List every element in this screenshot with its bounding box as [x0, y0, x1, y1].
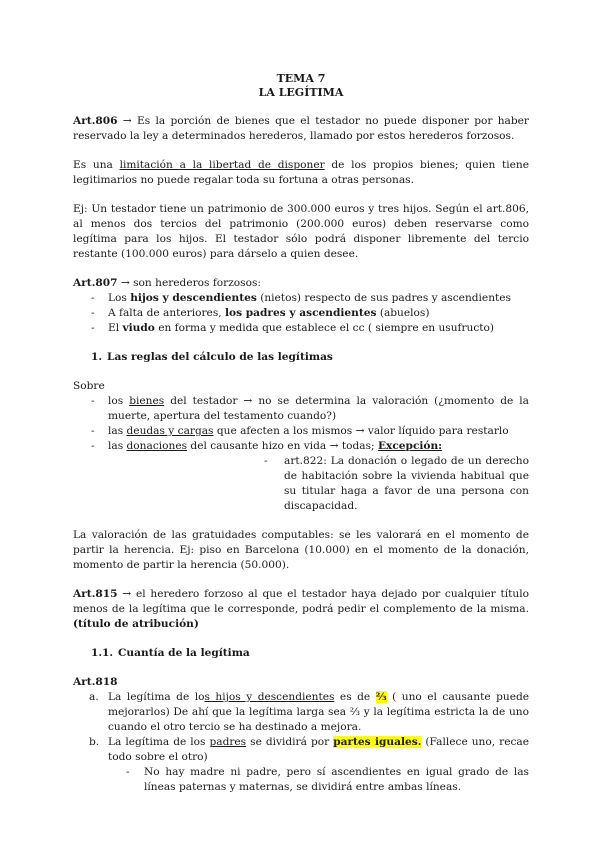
- item-bold: hijos y descendientes: [130, 292, 257, 304]
- highlight: ⅔: [375, 691, 387, 703]
- art815-label: Art.815: [73, 588, 118, 600]
- valoracion-paragraph: La valoración de las gratuidades computables: se les valorará en el momento de partir la herencia. Ej: piso en Barcelona (10.000) en el momento de la donación, momento de partir la herencia (50.000).: [73, 529, 529, 571]
- example-paragraph: Ej: Un testador tiene un patrimonio de 300.000 euros y tres hijos. Según el art.806, al menos dos tercios del patrimonio (200.000 euros) deben reservarse como legítima para los hijos. El testador sólo podrá disponer libremente del tercio restante (100.000 euros) para dárselo a quien desee.: [73, 203, 529, 260]
- item-bold: viudo: [122, 322, 155, 334]
- item-post: del causante hizo en vida → todas;: [187, 440, 378, 452]
- section-1-title: Las reglas del cálculo de las legítimas: [107, 351, 333, 363]
- document-page: [73, 72, 529, 795]
- list-item: [73, 439, 529, 454]
- sobre-label: Sobre: [73, 380, 105, 392]
- item-pre: El: [108, 322, 123, 334]
- art806-paragraph: [73, 114, 529, 144]
- section-1-1-heading: [73, 646, 529, 661]
- item-pre: las: [108, 425, 127, 437]
- legitima-heading: LA LEGÍTIMA: [258, 86, 344, 99]
- section-1-number: 1.: [91, 351, 103, 363]
- item-mid: se dividirá por: [246, 736, 334, 748]
- excepcion-list: [73, 454, 529, 514]
- sobre-list: [73, 394, 529, 454]
- item-pre: los: [108, 395, 130, 407]
- list-item: - art.822: La donación o legado de un derecho de habitación sobre la vivienda habitual que su titular haga a favor de una persona con discapacidad.: [73, 454, 529, 514]
- item-pre: las: [108, 440, 127, 452]
- art818-list: [73, 690, 529, 795]
- item-underlined: bienes: [129, 395, 165, 407]
- section-1-1-number: 1.1.: [91, 647, 114, 659]
- excepcion-label: Excepción:: [377, 440, 443, 452]
- art806-text: → Es la porción de bienes que el testador no puede disponer por haber reservado la ley a determinados herederos, llamado por estos herederos forzosos.: [73, 115, 529, 142]
- art807-text: → son herederos forzosos:: [117, 277, 261, 289]
- item-underlined: donaciones: [126, 440, 188, 452]
- item-post: del testador → no se determina la valoración (¿momento de la muerte, apertura del testamento cuando?): [108, 395, 529, 422]
- item-pre: La legítima de lo: [108, 691, 205, 703]
- item-pre: A falta de anteriores,: [108, 307, 226, 319]
- item-pre: La legítima de los: [108, 736, 210, 748]
- art815-bold-tail: (título de atribución): [73, 618, 199, 630]
- item-post: en forma y medida que establece el cc ( siempre en usufructo): [154, 322, 495, 334]
- document-title: [73, 72, 529, 100]
- section-1-1-title: Cuantía de la legítima: [118, 647, 250, 659]
- art815-text: → el heredero forzoso al que el testador haya dejado por cualquier título menos de la legítima que le corresponde, podrá pedir el complemento de la misma.: [73, 588, 529, 615]
- item-underlined: padres: [209, 736, 247, 748]
- art815-paragraph: [73, 587, 529, 632]
- art807-paragraph: [73, 276, 529, 291]
- art807-label: Art.807: [73, 277, 118, 289]
- list-item-a: [73, 690, 529, 735]
- item-marker: b.: [89, 736, 100, 748]
- section-1-heading: [73, 350, 529, 365]
- limitacion-paragraph: [73, 158, 529, 188]
- item-post: ( uno el causante puede mejorarlos) De ahí que la legítima larga sea ⅔ y la legítima estricta la de uno cuando el otro tercio se ha destinado a mejora.: [108, 691, 530, 733]
- herederos-list: [73, 291, 529, 336]
- list-item-b: [73, 735, 529, 795]
- limitacion-pre: Es una: [73, 159, 120, 171]
- item-bold: los padres y ascendientes: [225, 307, 377, 319]
- limitacion-post: de los propios bienes; quien tiene legitimarios no puede regalar toda su fortuna a otras personas.: [73, 159, 529, 186]
- tema-heading: TEMA 7: [276, 72, 326, 85]
- item-post: (Fallece uno, recae todo sobre el otro): [108, 736, 529, 763]
- art806-label: Art.806: [73, 115, 118, 127]
- item-marker: a.: [89, 691, 99, 703]
- padres-sublist: [108, 765, 529, 795]
- item-post: que afecten a los mismos → valor líquido para restarlo: [213, 425, 509, 437]
- art818-label: Art.818: [73, 676, 118, 688]
- limitacion-underlined: limitación a la libertad de disponer: [119, 159, 325, 171]
- item-post: (nietos) respecto de sus padres y ascendientes: [256, 292, 511, 304]
- item-underlined: deudas y cargas: [126, 425, 214, 437]
- list-item: - No hay madre ni padre, pero sí ascendientes en igual grado de las líneas paternas y maternas, se dividirá entre ambas líneas.: [108, 765, 529, 795]
- item-post: (abuelos): [376, 307, 430, 319]
- item-pre: Los: [108, 292, 131, 304]
- list-item: [73, 306, 529, 321]
- item-mid: es de: [334, 691, 376, 703]
- list-item: [73, 291, 529, 306]
- list-item: [73, 321, 529, 336]
- list-item: [73, 394, 529, 424]
- highlight: partes iguales.: [333, 736, 422, 748]
- list-item: [73, 424, 529, 439]
- item-underlined: s hijos y descendientes: [204, 691, 335, 703]
